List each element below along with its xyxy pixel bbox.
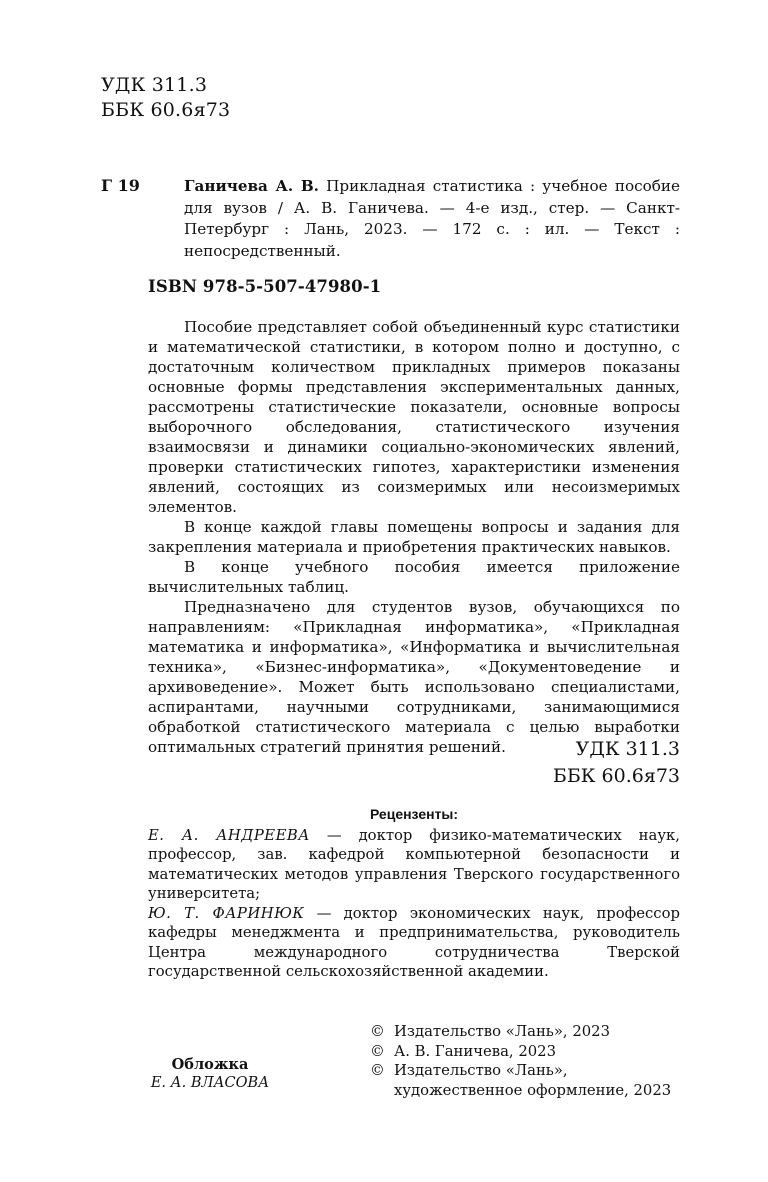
- cover-designer: Е. А. ВЛАСОВА: [150, 1075, 270, 1091]
- annotation-paragraph: В конце учебного пособия имеется приложение вычислительных таблиц.: [148, 558, 680, 596]
- reviewers-heading: Рецензенты:: [369, 806, 459, 822]
- udk-code: УДК 311.3: [101, 74, 208, 96]
- author-mark: Г 19: [101, 176, 140, 195]
- copyright-text: Издательство «Лань», 2023: [394, 1023, 610, 1040]
- annotation-paragraph: Предназначено для студентов вузов, обучающихся по направлениям: «Прикладная информатика», «Прикладная математика и информатика», «Информатика и вычислительная техника», «Бизнес-информатика», «Документоведение и архивоведение». Может быть использовано специалистами, аспирантами, научными сотрудниками, занимающимися обработкой статистического материала с целью выработки оптимальных стратегий принятия решений.: [148, 598, 680, 756]
- reviewer-description: — доктор экономических наук, профессор кафедры менеджмента и предпринимательства, руководитель Центра международного сотрудничества Тверской государственной сельскохозяйственной академии.: [148, 904, 680, 980]
- classification-top: [101, 73, 230, 123]
- classification-bottom: [553, 736, 680, 790]
- copyright-icon: ©: [370, 1023, 385, 1040]
- reviewer-entry: [148, 826, 680, 904]
- annotation: [148, 317, 680, 757]
- reviewer-name: Е. А. АНДРЕЕВА: [148, 826, 310, 844]
- annotation-paragraph: Пособие представляет собой объединенный курс статистики и математической статистики, в котором полно и доступно, с достаточным количеством прикладных примеров показаны основные формы представления экспериментальных данных, рассмотрены статистические показатели, основные вопросы выборочного обследования, статистического изучения взаимосвязи и динамики социально-экономических явлений, проверки статистических гипотез, характеристики изменения явлений, состоящих из соизмеримых или несоизмеримых элементов.: [148, 318, 680, 516]
- udk-code: УДК 311.3: [575, 738, 680, 760]
- copyright-line: [370, 1042, 671, 1062]
- bibliographic-description: Прикладная статистика : учебное пособие для вузов / А. В. Ганичева. — 4-е изд., стер. — Санкт-Петербург : Лань, 2023. — 172 с. : ил. — Текст : непосредственный.: [184, 177, 680, 260]
- copyright-text: Издательство «Лань»,: [394, 1062, 568, 1079]
- reviewers: [148, 805, 680, 982]
- copyright-text: А. В. Ганичева, 2023: [394, 1042, 556, 1060]
- copyright-text: художественное оформление, 2023: [394, 1081, 672, 1099]
- copyright-line: [370, 1061, 671, 1081]
- bbk-code: ББК 60.6я73: [552, 765, 680, 787]
- copyright-line: [370, 1022, 671, 1042]
- bibliographic-record: [184, 176, 680, 262]
- author-name: Ганичева А. В.: [184, 177, 319, 195]
- isbn: ISBN 978-5-507-47980-1: [148, 277, 382, 296]
- copyright-icon: ©: [370, 1062, 385, 1079]
- reviewer-description: — доктор физико-математических наук, профессор, зав. кафедрой компьютерной безопасности и математических методов управления Тверского государственного университета;: [148, 826, 680, 902]
- copyright-block: [370, 1022, 671, 1100]
- annotation-paragraph: В конце каждой главы помещены вопросы и задания для закрепления материала и приобретения практических навыков.: [148, 518, 680, 556]
- reviewer-name: Ю. Т. ФАРИНЮК: [148, 904, 305, 922]
- copyright-line: [370, 1081, 671, 1101]
- cover-label: Обложка: [171, 1056, 249, 1073]
- copyright-icon: ©: [370, 1042, 385, 1060]
- reviewer-entry: [148, 904, 680, 982]
- cover-credit: [140, 1055, 280, 1093]
- bbk-code: ББК 60.6я73: [101, 99, 231, 121]
